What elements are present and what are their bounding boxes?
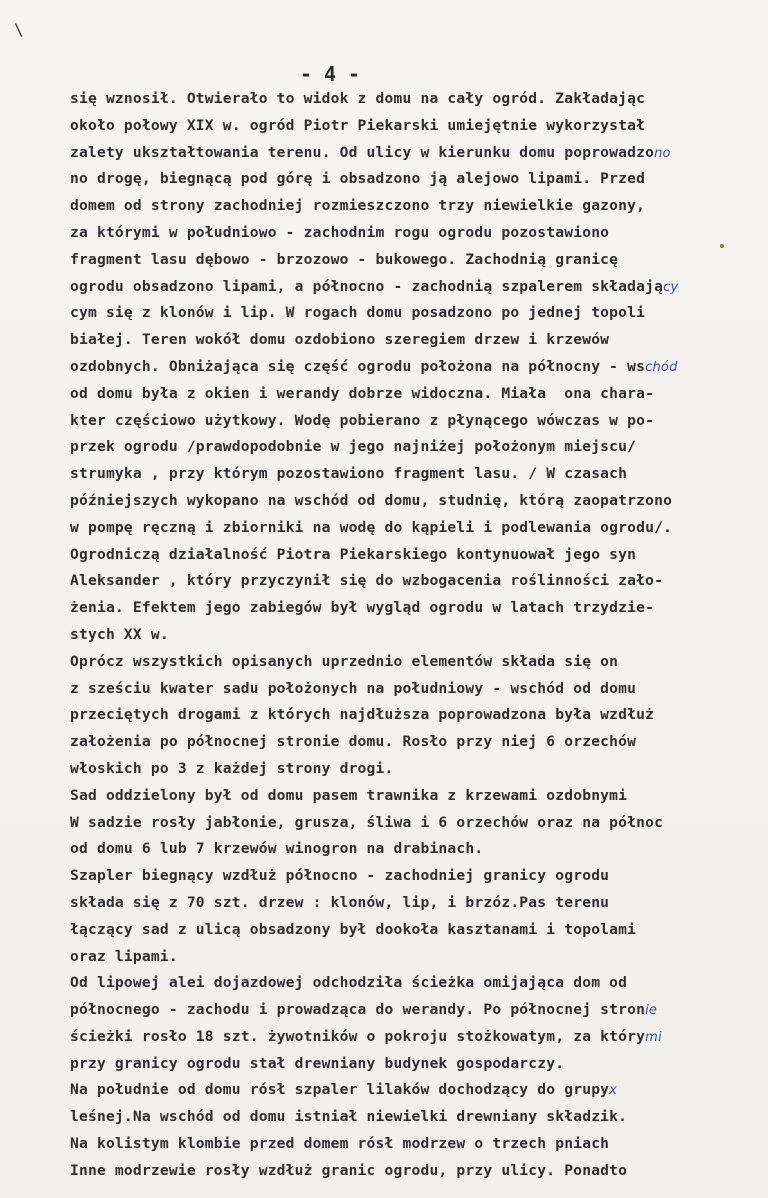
text-line xyxy=(70,1051,760,1078)
line-text: oraz lipami. xyxy=(70,947,178,965)
line-text: Na południe od domu rósł szpaler lilaków dochodzący do grupy xyxy=(70,1081,610,1099)
text-line xyxy=(70,274,760,301)
line-text: późniejszych wykopano na wschód od domu, studnię, którą zaopatrzono xyxy=(70,491,673,509)
line-text: strumyka , przy którym pozostawiono fragment lasu. / W czasach xyxy=(70,465,628,483)
line-text: no drogę, biegnącą pod górę i obsadzono ją alejowo lipami. Przed xyxy=(70,170,646,188)
text-line xyxy=(70,515,760,542)
line-text: północnego - zachodu i prowadząca do werandy. Po północnej stron xyxy=(70,1001,646,1019)
line-text: za którymi w południowo - zachodnim rogu ogrodu pozostawiono xyxy=(70,223,610,241)
text-line xyxy=(70,381,760,408)
line-text: w pompę ręczną i zbiorniki na wodę do kąpieli i podlewania ogrodu/. xyxy=(70,518,673,536)
line-text: ścieżki rosło 18 szt. żywotników o pokroju stożkowatym, za który xyxy=(70,1027,646,1045)
line-text: Sad oddzielony był od domu pasem trawnika z krzewami ozdobnymi xyxy=(70,786,628,804)
corner-mark: \ xyxy=(14,20,24,39)
handwritten-correction: ie xyxy=(645,1003,658,1019)
text-line xyxy=(70,997,760,1024)
text-line xyxy=(70,595,760,622)
text-line xyxy=(70,1131,760,1158)
line-text: przy granicy ogrodu stał drewniany budynek gospodarczy. xyxy=(70,1054,565,1072)
text-line xyxy=(70,193,760,220)
text-line xyxy=(70,810,760,837)
text-line xyxy=(70,568,760,595)
line-text: Szapler biegnący wzdłuż północno - zachodniej granicy ogrodu xyxy=(70,867,610,885)
text-line xyxy=(70,676,760,703)
text-line xyxy=(70,1024,760,1051)
line-text: Ogrodniczą działalność Piotra Piekarskiego kontynuował jego syn xyxy=(70,545,637,563)
handwritten-correction: cy xyxy=(663,279,679,295)
handwritten-correction: chód xyxy=(645,359,678,375)
line-text: W sadzie rosły jabłonie, grusza, śliwa i 6 orzechów oraz na północ xyxy=(70,813,664,831)
text-line xyxy=(70,836,760,863)
text-line xyxy=(70,702,760,729)
line-text: przeciętych drogami z których najdłuższa poprowadzona była wzdłuż xyxy=(70,706,655,724)
text-line xyxy=(70,1104,760,1131)
text-line xyxy=(70,890,760,917)
text-line xyxy=(70,542,760,569)
text-line xyxy=(70,327,760,354)
text-line xyxy=(70,863,760,890)
text-line xyxy=(70,354,760,381)
line-text: Inne modrzewie rosły wzdłuż granic ogrodu, przy ulicy. Ponadto xyxy=(70,1161,628,1179)
line-text: od domu 6 lub 7 krzewów winogron na drabinach. xyxy=(70,840,484,858)
line-text: Aleksander , który przyczynił się do wzbogacenia roślinności zało- xyxy=(70,572,664,590)
text-line xyxy=(70,113,760,140)
text-line xyxy=(70,461,760,488)
text-line xyxy=(70,1077,760,1104)
text-line xyxy=(70,783,760,810)
line-text: przek ogrodu /prawdopodobnie w jego najniżej położonym miejscu/ xyxy=(70,438,637,456)
line-text: Na kolistym klombie przed domem rósł modrzew o trzech pniach xyxy=(70,1135,610,1153)
line-text: białej. Teren wokół domu ozdobiono szeregiem drzew i krzewów xyxy=(70,331,610,349)
line-text: cym się z klonów i lip. W rogach domu posadzono po jednej topoli xyxy=(70,304,646,322)
text-line xyxy=(70,756,760,783)
line-text: ozdobnych. Obniżająca się część ogrodu położona na północny - ws xyxy=(70,357,646,375)
text-line xyxy=(70,166,760,193)
line-text: od domu była z okien i werandy dobrze widoczna. Miała ona chara- xyxy=(70,384,655,402)
line-text: Oprócz wszystkich opisanych uprzednio elementów składa się on xyxy=(70,652,619,670)
text-line xyxy=(70,729,760,756)
line-text: Od lipowej alei dojazdowej odchodziła ścieżka omijająca dom od xyxy=(70,974,628,992)
body-text xyxy=(70,86,760,1185)
text-line xyxy=(70,970,760,997)
handwritten-correction: no xyxy=(654,145,671,161)
text-line xyxy=(70,220,760,247)
text-line xyxy=(70,488,760,515)
line-text: kter częściowo użytkowy. Wodę pobierano z płynącego wówczas w po- xyxy=(70,411,655,429)
line-text: około połowy XIX w. ogród Piotr Piekarski umiejętnie wykorzystał xyxy=(70,116,646,134)
page-number: - 4 - xyxy=(299,62,361,86)
line-text: ogrodu obsadzono lipami, a północno - zachodnią szpalerem składają xyxy=(70,277,664,295)
text-line xyxy=(70,300,760,327)
text-line xyxy=(70,917,760,944)
line-text: łączący sad z ulicą obsadzony był dookoła kasztanami i topolami xyxy=(70,920,637,938)
handwritten-correction: mi xyxy=(645,1029,662,1045)
text-line xyxy=(70,944,760,971)
line-text: stych XX w. xyxy=(70,625,169,643)
text-line xyxy=(70,86,760,113)
text-line xyxy=(70,434,760,461)
line-text: żenia. Efektem jego zabiegów był wygląd ogrodu w latach trzydzie- xyxy=(70,599,655,617)
text-line xyxy=(70,1158,760,1185)
text-line xyxy=(70,408,760,435)
text-line xyxy=(70,649,760,676)
line-text: zalety ukształtowania terenu. Od ulicy w kierunku domu poprowadzo xyxy=(70,143,655,161)
text-line xyxy=(70,247,760,274)
line-text: fragment lasu dębowo - brzozowo - bukowego. Zachodnią granicę xyxy=(70,250,619,268)
line-text: leśnej.Na wschód od domu istniał niewielki drewniany składzik. xyxy=(70,1108,628,1126)
handwritten-correction: x xyxy=(609,1083,618,1099)
line-text: się wznosił. Otwierało to widok z domu na cały ogród. Zakładając xyxy=(70,90,646,107)
text-line xyxy=(70,140,760,167)
line-text: domem od strony zachodniej rozmieszczono trzy niewielkie gazony, xyxy=(70,197,646,215)
line-text: założenia po północnej stronie domu. Rosło przy niej 6 orzechów xyxy=(70,733,637,751)
text-line xyxy=(70,622,760,649)
line-text: włoskich po 3 z każdej strony drogi. xyxy=(70,759,394,777)
line-text: składa się z 70 szt. drzew : klonów, lip, i brzóz.Pas terenu xyxy=(70,893,610,911)
line-text: z sześciu kwater sadu położonych na południowy - wschód od domu xyxy=(70,679,637,697)
